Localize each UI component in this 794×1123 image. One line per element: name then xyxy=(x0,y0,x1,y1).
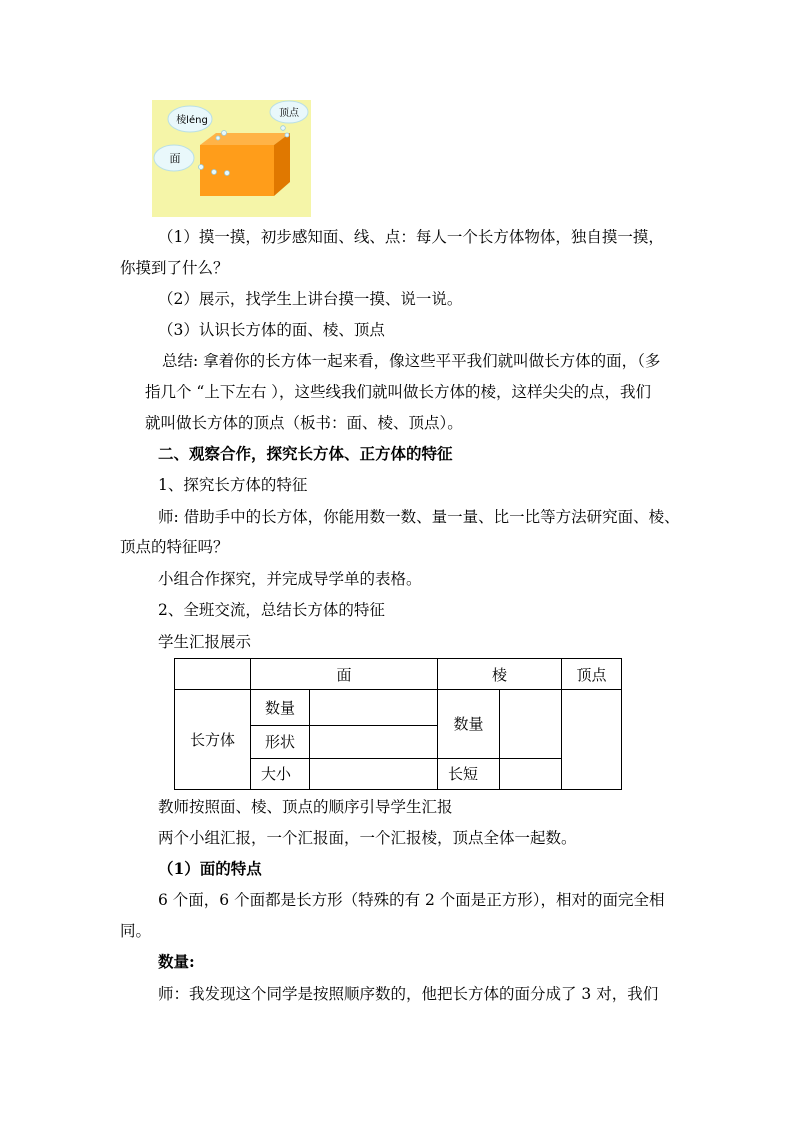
face-feature-heading: （1）面的特点 xyxy=(158,859,262,878)
face-feature-line1: 6 个面，6 个面都是长方形（特殊的有 2 个面是正方形），相对的面完全相 xyxy=(158,891,665,909)
face-shape-label: 形状 xyxy=(251,725,310,758)
row-label-cuboid: 长方体 xyxy=(175,690,251,790)
group-work-text: 小组合作探究，并完成导学单的表格。 xyxy=(158,570,422,588)
edge-quantity-cell xyxy=(500,690,562,759)
label-face: 面 xyxy=(169,152,181,165)
summary-line1: 总结: 拿着你的长方体一起来看，像这些平平我们就叫做长方体的面，（多 xyxy=(162,352,661,370)
summary-line3: 就叫做长方体的顶点（板书：面、棱、顶点）。 xyxy=(145,414,463,432)
label-ridge: 棱léng xyxy=(176,115,208,126)
summary-line2: 指几个 “上下左右 ），这些线我们就叫做长方体的棱，这样尖尖的点，我们 xyxy=(145,383,652,401)
edge-length-label: 长短 xyxy=(438,758,500,789)
quantity-heading: 数量: xyxy=(158,952,195,971)
header-edge: 棱 xyxy=(438,659,562,690)
step3-text: （3）认识长方体的面、棱、顶点 xyxy=(158,321,385,339)
label-vertex: 顶点 xyxy=(279,108,299,119)
face-quantity-cell xyxy=(310,690,438,725)
subsection-1: 1、探究长方体的特征 xyxy=(158,476,308,494)
cuboid-illustration xyxy=(152,100,311,217)
step1-line1: （1）摸一摸，初步感知面、线、点：每人一个长方体物体，独自摸一摸， xyxy=(158,228,664,246)
teacher-observation-line: 师：我发现这个同学是按照顺序数的，他把长方体的面分成了 3 对，我们 xyxy=(158,985,659,1003)
teacher-question-line2: 顶点的特征吗？ xyxy=(120,538,229,556)
face-size-cell xyxy=(310,758,438,789)
section-heading-2: 二、观察合作，探究长方体、正方体的特征 xyxy=(158,444,453,463)
header-face: 面 xyxy=(251,659,438,690)
step1-line2: 你摸到了什么？ xyxy=(120,259,229,277)
guide-text: 教师按照面、棱、顶点的顺序引导学生汇报 xyxy=(158,798,453,816)
group-report-text: 两个小组汇报，一个汇报面，一个汇报棱，顶点全体一起数。 xyxy=(158,829,577,847)
face-shape-cell xyxy=(310,725,438,758)
edge-length-cell xyxy=(500,758,562,789)
face-size-label: 大小 xyxy=(251,758,310,789)
cuboid-front-face xyxy=(200,145,274,196)
teacher-question-line1: 师: 借助手中的长方体，你能用数一数、量一量、比一比等方法研究面、棱、 xyxy=(158,508,680,526)
vertex-cell xyxy=(562,690,622,790)
step2-text: （2）展示，找学生上讲台摸一摸、说一说。 xyxy=(158,290,463,308)
table-corner-cell xyxy=(175,659,251,690)
edge-quantity-label: 数量 xyxy=(438,690,500,759)
face-quantity-label: 数量 xyxy=(251,690,310,725)
subsection-2: 2、全班交流，总结长方体的特征 xyxy=(158,601,385,619)
report-table xyxy=(174,658,622,790)
face-feature-line2: 同。 xyxy=(120,922,152,940)
header-vertex: 顶点 xyxy=(562,659,622,690)
report-caption: 学生汇报展示 xyxy=(158,633,252,651)
